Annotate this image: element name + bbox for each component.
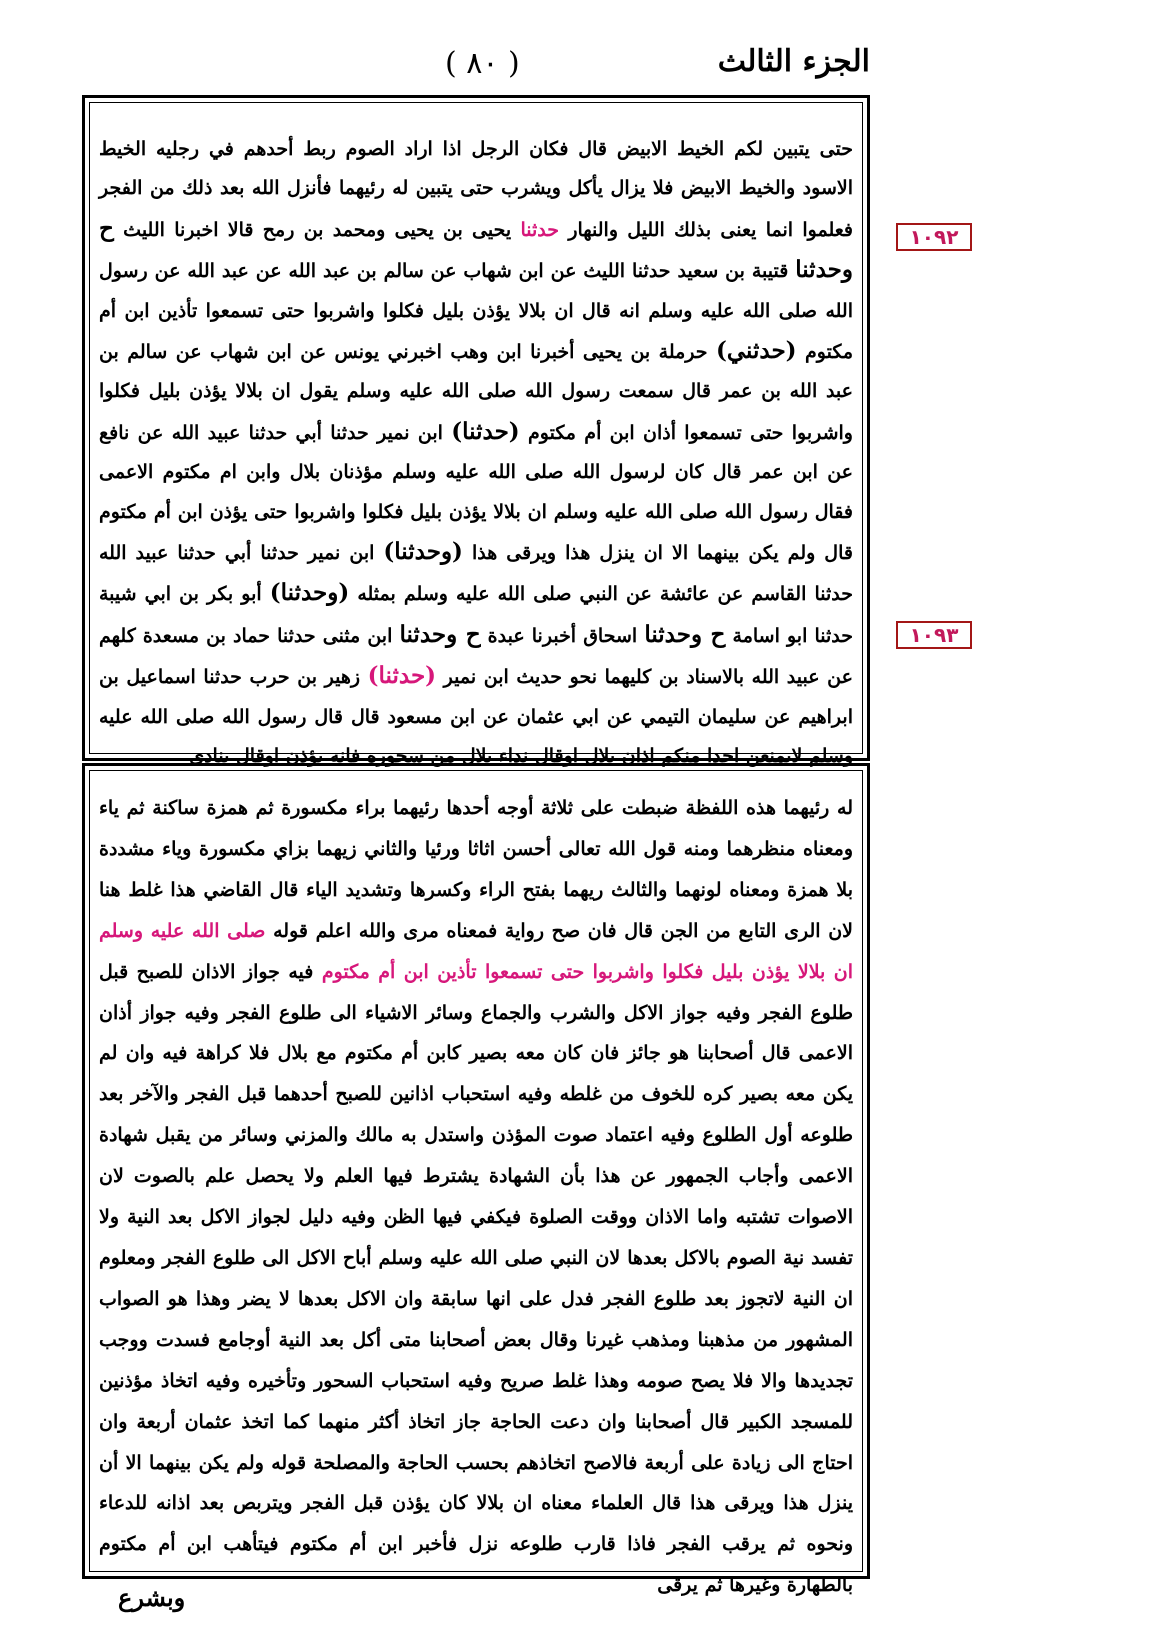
narration-keyword: (حدثنا): [367, 662, 437, 690]
hadith-segment: ابن نمير حدثنا أبي حدثنا عبيد الله عن نافع عن ابن عمر قال كان لرسول الله صلى الله عليه وسلم مؤذنان بلال وابن ام مكتوم الاعمى فقال رسول الله صلى الله عليه وسلم ان بلالا يؤذن بليل فكلوا واشربوا حتى يؤذن ابن أم مكتوم قال ولم يكن بينهما الا ان ينزل هذا ويرقى هذا: [99, 421, 853, 565]
commentary-segment: له رئيهما هذه اللفظة ضبطت على ثلاثة أوجه أحدها رئيهما براء مكسورة ثم همزة ساكنة ثم ياء ومعناه منظرهما ومنه قول الله تعالى أحسن اثاثا ورئيا والثاني زيهما بزاي مكسورة وياء مشددة بلا همزة ومعناه لونهما والثالث ريهما بفتح الراء وكسرها وتشديد الياء قال القاضي هذا غلط هنا لان الرى التابع من الجن قال فان صح رواية فمعناه مرى والله اعلم قوله: [99, 797, 853, 942]
hadith-segment: أبو بكر بن ابي شيبة حدثنا ابو اسامة: [99, 583, 853, 647]
quoted-hadith-text: صلى الله عليه وسلم ان بلالا يؤذن بليل فكلوا واشربوا حتى تسمعوا تأذين ابن أم مكتوم: [99, 919, 853, 983]
hadith-number-box: ١٠٩٢: [896, 223, 972, 251]
page-header: [80, 44, 870, 94]
hadith-text: [99, 130, 853, 777]
page-number: ( ٨٠ ): [445, 46, 520, 81]
commentary-paragraph: [99, 788, 853, 1606]
hadith-segment: حتى يتبين لكم الخيط الابيض قال فكان الرجل اذا اراد الصوم ربط أحدهم في رجليه الخيط الاسود والخيط الابيض فلا يزال يأكل ويشرب حتى يتبين له رئيهما فأنزل الله بعد ذلك من الفجر فعلموا انما يعنى بذلك الليل والنهار: [99, 138, 853, 241]
commentary-text: [99, 788, 853, 1606]
narration-keyword: حدثنا: [520, 218, 560, 241]
hadith-segment: يحيى بن يحيى ومحمد بن رمح قالا اخبرنا الليث: [123, 218, 512, 241]
hadith-segment: زهير بن حرب حدثنا اسماعيل بن ابراهيم عن سليمان التيمي عن ابي عثمان عن ابن مسعود قال قال رسول الله صلى الله عليه وسلم لايمنعن احدا منكم اذان بلال اوقال نداء بلال من سحوره فانه يؤذن اوقال ينادى: [99, 666, 853, 768]
narration-keyword: (وحدثنا): [269, 579, 350, 607]
hadith-segment: ابن نمير حدثنا أبي حدثنا عبيد الله حدثنا القاسم عن عائشة عن النبي صلى الله عليه وسلم بمثله: [99, 542, 853, 606]
hadith-segment: ابن مثنى حدثنا حماد بن مسعدة كلهم عن عبيد الله بالاسناد بن كليهما نحو حديث ابن نمير: [99, 624, 853, 689]
hadith-segment: حرملة بن يحيى أخبرنا ابن وهب اخبرني يونس عن ابن شهاب عن سالم بن عبد الله بن عمر قال سمعت رسول الله صلى الله عليه وسلم يقول ان بلالا يؤذن بليل فكلوا واشربوا حتى تسمعوا أذان ابن أم مكتوم: [99, 341, 853, 444]
catchword: وبشرع: [118, 1583, 186, 1612]
narration-keyword: ح وحدثنا: [99, 214, 853, 284]
narration-keyword: ح وحدثنا: [399, 620, 481, 648]
commentary-segment: فيه جواز الاذان للصبح قبل طلوع الفجر وفيه جواز الاكل والشرب والجماع وسائر الاشياء الى طلوع الفجر وفيه جواز أذان الاعمى قال أصحابنا هو جائز فان كان معه بصير كابن أم مكتوم مع بلال فلا كراهة فيه وان لم يكن معه بصير كره للخوف من غلطه وفيه استحباب اذانين للصبح أحدهما قبل الفجر والآخر بعد طلوعه أول الطلوع وفيه اعتماد صوت المؤذن واستدل به مالك والمزني وسائر من يقبل شهادة الاعمى وأجاب الجمهور عن هذا بأن الشهادة يشترط فيها العلم ولا يحصل علم بالصوت لان الاصوات تشتبه واما الاذان ووقت الصلوة فيكفي فيها الظن وفيه دليل لجواز الاكل بعد النية ولا تفسد نية الصوم بالاكل بعدها لان النبي صلى الله عليه وسلم أباح الاكل الى طلوع الفجر ومعلوم ان النية لاتجوز بعد طلوع الفجر فدل على انها سابقة وان الاكل بعدها لا يضر وهذا هو الصواب المشهور من مذهبنا ومذهب غيرنا وقال بعض أصحابنا متى أكل بعد النية أوجامع فسدت ووجب تجديدها والا فلا يصح صومه وهذا غلط صريح وفيه استحباب السحور وتأخيره وفيه اتخاذ مؤذنين للمسجد الكبير قال أصحابنا وان دعت الحاجة جاز اتخاذ أكثر منهما كما اتخذ عثمان أربعة وان احتاج الى زيادة على أربعة فالاصح اتخاذهم بحسب الحاجة والمصلحة قوله ولم يكن بينهما الا أن ينزل هذا ويرقى هذا قال العلماء معناه ان بلالا كان يؤذن قبل الفجر ويتربص بعد اذانه للدعاء ونحوه ثم يرقب الفجر فاذا قارب طلوعه نزل فأخبر ابن أم مكتوم فيتأهب ابن أم مكتوم بالطهارة وغيرها ثم يرقى: [99, 960, 853, 1597]
hadith-paragraph: [99, 130, 853, 777]
part-title: الجزء الثالث: [717, 44, 870, 79]
hadith-frame: [82, 95, 870, 768]
narration-keyword: (وحدثنا): [383, 538, 463, 566]
narration-keyword: (حدثنا): [451, 417, 520, 445]
hadith-segment: اسحاق أخبرنا عبدة: [487, 624, 638, 647]
hadith-segment: قتيبة بن سعيد حدثنا الليث عن ابن شهاب عن سالم بن عبد الله عن عبد الله عن رسول الله صلى الله عليه وسلم انه قال ان بلالا يؤذن بليل فكلوا واشربوا حتى تسمعوا تأذين ابن أم مكتوم: [99, 260, 854, 364]
narration-keyword: (حدثني): [716, 337, 797, 365]
narration-keyword: ح وحدثنا: [644, 620, 726, 648]
commentary-frame: [82, 763, 870, 1597]
hadith-number-box: ١٠٩٣: [896, 621, 972, 649]
